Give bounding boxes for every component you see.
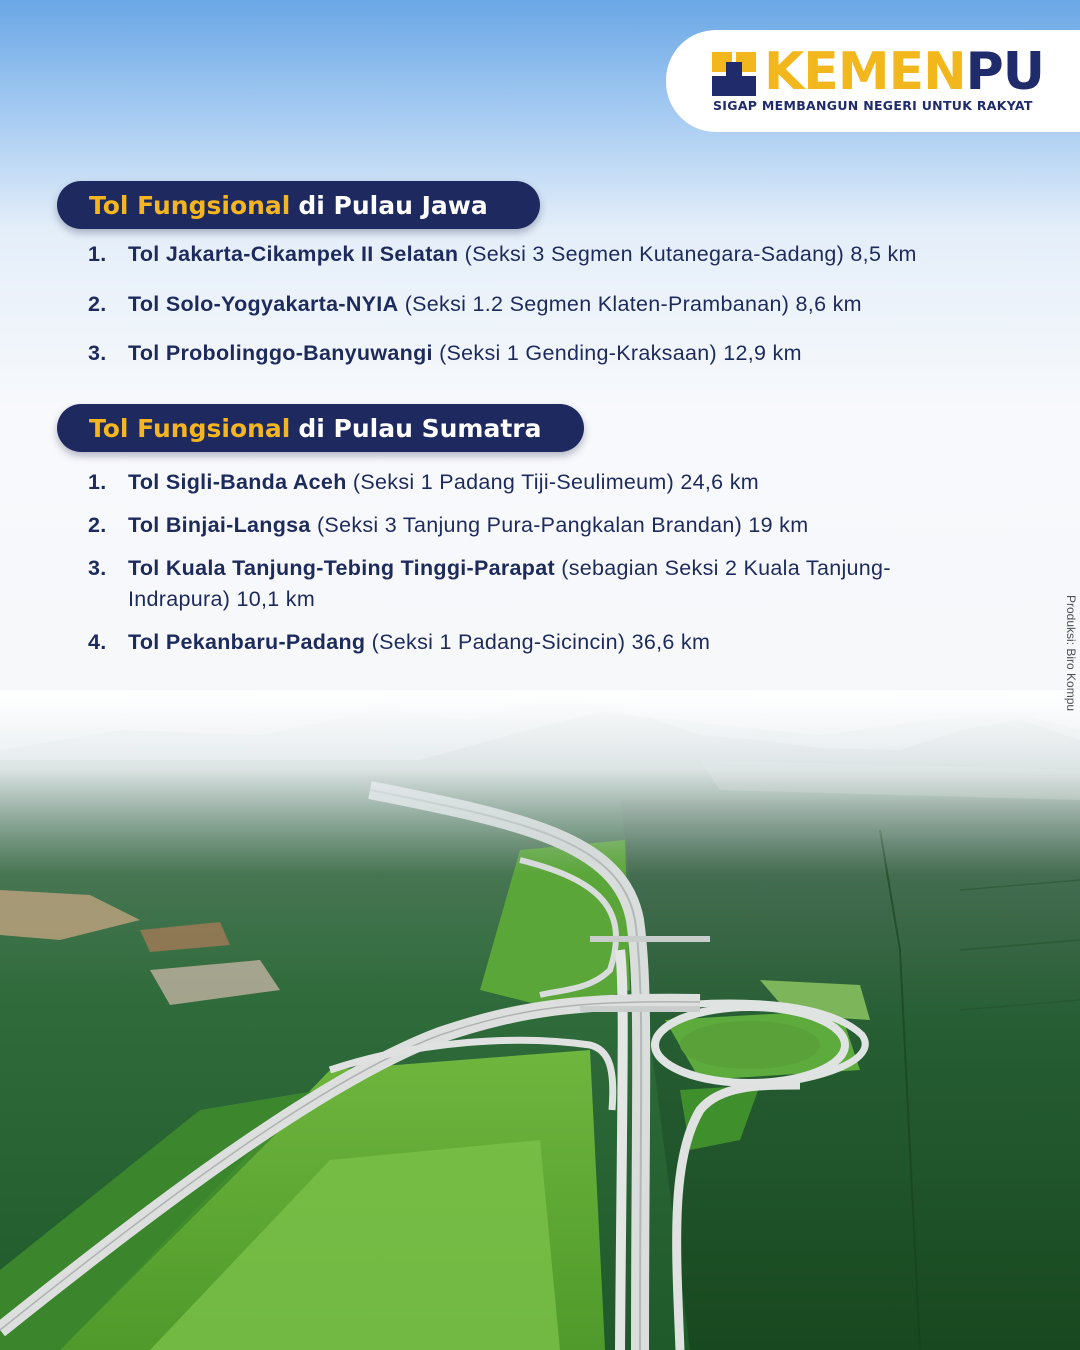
- list-item: 2. Tol Solo-Yogyakarta-NYIA (Seksi 1.2 Segmen Klaten-Prambanan) 8,6 km: [88, 292, 862, 316]
- list-item: 3. Tol Probolinggo-Banyuwangi (Seksi 1 Gending-Kraksaan) 12,9 km: [88, 341, 802, 365]
- list-item: 2. Tol Binjai-Langsa (Seksi 3 Tanjung Pura-Pangkalan Brandan) 19 km: [88, 513, 809, 537]
- section-heading-jawa: Tol Fungsional di Pulau Jawa: [57, 181, 540, 229]
- brand-tagline: SIGAP MEMBANGUN NEGERI UNTUK RAKYAT: [713, 98, 1033, 113]
- section-heading-sumatra: Tol Fungsional di Pulau Sumatra: [57, 404, 584, 452]
- brand-logo-card: [666, 30, 1080, 132]
- list-item: 3. Tol Kuala Tanjung-Tebing Tinggi-Parapat (sebagian Seksi 2 Kuala Tanjung-Indrapura) 10,1 km: [88, 556, 891, 611]
- pu-emblem-icon: [712, 52, 756, 96]
- list-item: 1. Tol Sigli-Banda Aceh (Seksi 1 Padang Tiji-Seulimeum) 24,6 km: [88, 470, 759, 494]
- list-item: 1. Tol Jakarta-Cikampek II Selatan (Seksi 3 Segmen Kutanegara-Sadang) 8,5 km: [88, 242, 917, 266]
- production-credit: Produksi: Biro Kompu: [1064, 595, 1078, 712]
- list-item: 4. Tol Pekanbaru-Padang (Seksi 1 Padang-Sicincin) 36,6 km: [88, 630, 711, 654]
- aerial-toll-interchange-photo: [0, 690, 1080, 1350]
- brand-wordmark: KEMENPU: [764, 42, 1044, 102]
